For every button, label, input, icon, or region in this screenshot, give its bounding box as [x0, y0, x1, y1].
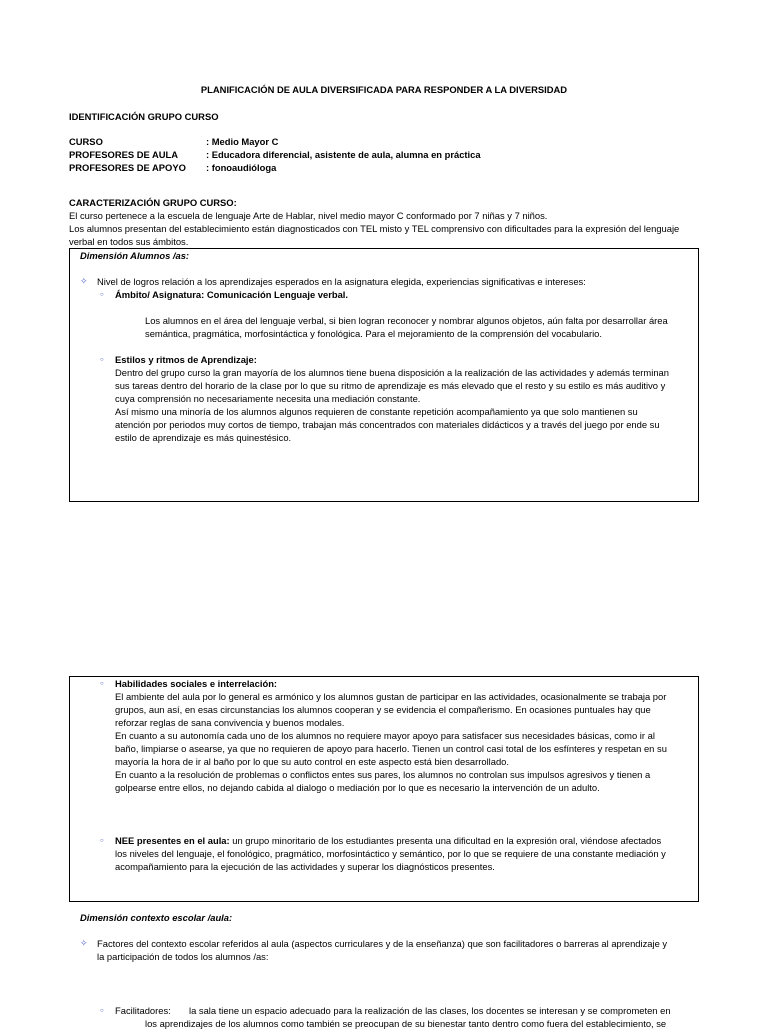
profesores-apoyo-value: : fonoaudióloga	[206, 162, 277, 173]
diamond-bullet-icon: ✧	[80, 938, 88, 948]
ambito-heading: Ámbito/ Asignatura: Comunicación Lenguaje verbal.	[115, 289, 349, 300]
estilos-line: estilo de aprendizaje es más quinestésico.	[115, 432, 292, 443]
ambito-line: Los alumnos en el área del lenguaje verbal, si bien logran reconocer y nombrar algunos objetos, aún falta por desarrollar área	[145, 315, 668, 326]
circle-bullet-icon: ○	[100, 1008, 104, 1014]
estilos-line: Así mismo una minoría de los alumnos algunos requieren de constante repetición acompañamiento ya que solo mantienen su	[115, 406, 638, 417]
estilos-line: atención por periodos muy cortos de tiempo, trabajan más concentrados con materiales didácticos y a través del juego por ende su	[115, 419, 660, 430]
estilos-line: sus tareas dentro del horario de la clase por lo que su ritmo de aprendizaje es más elevado que el resto y su estilo es más auditivo y	[115, 380, 666, 391]
habilidades-line: baño, limpiarse o asearse, ya que no requieren de apoyo para hacerlo. Tienen un control casi total de los esfínteres y respetan en su	[115, 743, 667, 754]
profesores-apoyo-label: PROFESORES DE APOYO	[69, 162, 186, 173]
curso-value: : Medio Mayor C	[206, 136, 279, 147]
identificacion-heading: IDENTIFICACIÓN GRUPO CURSO	[69, 111, 219, 122]
nee-first-line	[115, 834, 661, 847]
nee-line: acompañamiento para la ejecución de las actividades y superar los diagnósticos presentes.	[115, 861, 495, 872]
habilidades-line: El ambiente del aula por lo general es armónico y los alumnos gustan de participar en las actividades, ocasionalmente se trabaja por	[115, 691, 667, 702]
facilitadores-line: los aprendizajes de los alumnos como también se preocupan de su bienestar tanto dentro como fuera del establecimiento, se	[145, 1018, 667, 1029]
habilidades-line: grupos, aun así, en esas circunstancias los alumnos cooperan y se evidencia el compañerismo. En ocasiones puntuales hay que	[115, 704, 651, 715]
circle-bullet-icon: ○	[100, 838, 104, 844]
habilidades-heading: Habilidades sociales e interrelación:	[115, 678, 278, 689]
document-title: PLANIFICACIÓN DE AULA DIVERSIFICADA PARA RESPONDER A LA DIVERSIDAD	[200, 84, 568, 95]
profesores-aula-label: PROFESORES DE AULA	[69, 149, 179, 160]
caracterizacion-heading: CARACTERIZACIÓN GRUPO CURSO:	[69, 197, 237, 208]
factores-line: la participación de todos los alumnos /as:	[97, 951, 269, 962]
dimension-alumnos-heading: Dimensión Alumnos /as:	[80, 250, 190, 261]
habilidades-line: En cuanto a su autonomía cada uno de los alumnos no requiere mayor apoyo para satisfacer sus necesidades básicas, como ir al	[115, 730, 655, 741]
habilidades-line: reforzar reglas de sana convivencia y buenos modales.	[115, 717, 345, 728]
contexto-escolar-heading: Dimensión contexto escolar /aula:	[80, 912, 233, 923]
caracterizacion-line: Los alumnos presentan del establecimiento están diagnosticados con TEL misto y TEL comprensivo con dificultades para la expresión del lenguaje	[69, 223, 680, 234]
estilos-line: cuya comprensión no necesariamente necesita una mediación constante.	[115, 393, 421, 404]
caracterizacion-line: verbal en todos sus ámbitos.	[69, 236, 189, 247]
facilitadores-label: Facilitadores:	[115, 1005, 171, 1016]
habilidades-line: golpearse entre ellos, no dejando cabida al dialogo o mediación por lo que es necesario la intervención de un adulto.	[115, 782, 600, 793]
estilos-line: Dentro del grupo curso la gran mayoría de los alumnos tiene buena disposición a la realización de las actividades y además terminan	[115, 367, 669, 378]
nee-heading: NEE presentes en el aula:	[115, 835, 230, 846]
facilitadores-line: la sala tiene un espacio adecuado para la realización de las clases, los docentes se interesan y se comprometen en	[189, 1005, 671, 1016]
diamond-bullet-icon: ✧	[80, 276, 88, 286]
ambito-line: semántica, pragmática, morfosintáctica y fonológica. Para el mejoramiento de la comprensión del vocabulario.	[145, 328, 602, 339]
nee-text: un grupo minoritario de los estudiantes presenta una dificultad en la expresión oral, viéndose afectados	[229, 835, 662, 846]
habilidades-line: mayoría la hora de ir al baño por lo que su auto control en este aspecto está bien desarrollado.	[115, 756, 509, 767]
circle-bullet-icon: ○	[100, 681, 104, 687]
nivel-logros-text: Nivel de logros relación a los aprendizajes esperados en la asignatura elegida, experiencias significativas e intereses:	[97, 276, 586, 287]
curso-label: CURSO	[69, 136, 103, 147]
circle-bullet-icon: ○	[100, 292, 104, 298]
caracterizacion-line: El curso pertenece a la escuela de lenguaje Arte de Hablar, nivel medio mayor C conformado por 7 niñas y 7 niños.	[69, 210, 548, 221]
circle-bullet-icon: ○	[100, 357, 104, 363]
profesores-aula-value: : Educadora diferencial, asistente de aula, alumna en práctica	[206, 149, 481, 160]
nee-line: los niveles del lenguaje, el fonológico, pragmático, morfosintáctico y semántico, por lo que se requiere de una constante mediación y	[115, 848, 666, 859]
factores-line: Factores del contexto escolar referidos al aula (aspectos curriculares y de la enseñanza) que son facilitadores o barreras al aprendizaje y	[97, 938, 668, 949]
estilos-heading: Estilos y ritmos de Aprendizaje:	[115, 354, 257, 365]
habilidades-line: En cuanto a la resolución de problemas o conflictos entes sus pares, los alumnos no controlan sus impulsos agresivos y tienen a	[115, 769, 651, 780]
